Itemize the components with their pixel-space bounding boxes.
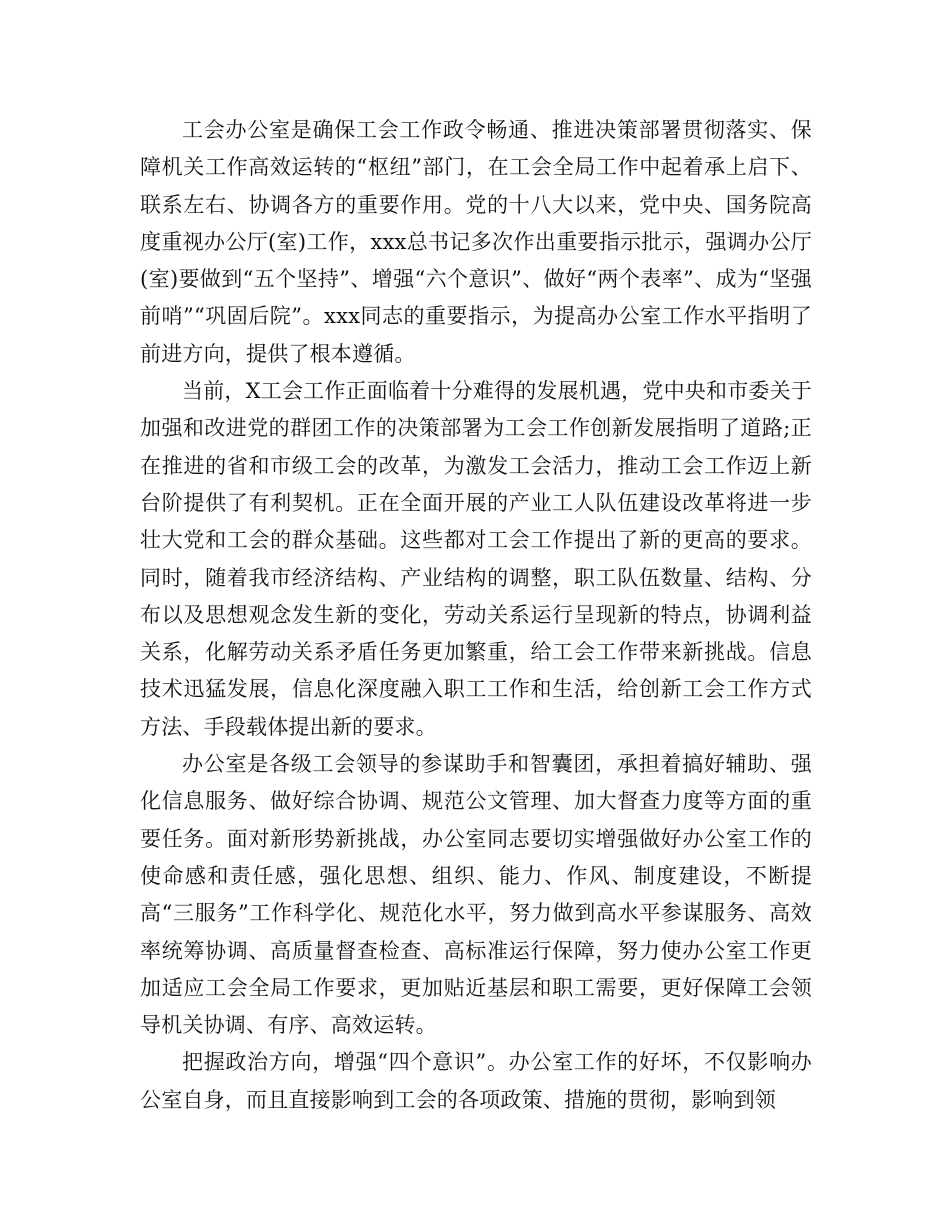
paragraph-3: 办公室是各级工会领导的参谋助手和智囊团，承担着搞好辅助、强化信息服务、做好综合协调、规范公文管理、加大督查力度等方面的重要任务。面对新形势新挑战，办公室同志要切实增强做好办公室工作的使命感和责任感，强化思想、组织、能力、作风、制度建设，不断提高“三服务”工作科学化、规范化水平，努力做到高水平参谋服务、高效率统筹协调、高质量督查检查、高标准运行保障，努力使办公室工作更加适应工会全局工作要求，更加贴近基层和职工需要，更好保障工会领导机关协调、有序、高效运转。 [140,752,812,1038]
paragraph-4: 把握政治方向，增强“四个意识”。办公室工作的好坏，不仅影响办公室自身，而且直接影响到工会的各项政策、措施的贯彻，影响到领 [140,1050,812,1112]
paragraph-1: 工会办公室是确保工会工作政令畅通、推进决策部署贯彻落实、保障机关工作高效运转的“枢纽”部门，在工会全局工作中起着承上启下、联系左右、协调各方的重要作用。党的十八大以来，党中央、国务院高度重视办公厅(室)工作，xxx总书记多次作出重要指示批示，强调办公厅(室)要做到“五个坚持”、增强“六个意识”、做好“两个表率”、成为“坚强前哨”“巩固后院”。xxx同志的重要指示，为提高办公室工作水平指明了前进方向，提供了根本遵循。 [140,118,812,366]
document-body [140,112,812,1119]
paragraph-2: 当前，X工会工作正面临着十分难得的发展机遇，党中央和市委关于加强和改进党的群团工作的决策部署为工会工作创新发展指明了道路;正在推进的省和市级工会的改革，为激发工会活力，推动工会工作迈上新台阶提供了有利契机。正在全面开展的产业工人队伍建设改革将进一步壮大党和工会的群众基础。这些都对工会工作提出了新的更高的要求。同时，随着我市经济结构、产业结构的调整，职工队伍数量、结构、分布以及思想观念发生新的变化，劳动关系运行呈现新的特点，协调利益关系，化解劳动关系矛盾任务更加繁重，给工会工作带来新挑战。信息技术迅猛发展，信息化深度融入职工工作和生活，给创新工会工作方式方法、手段载体提出新的要求。 [140,379,812,739]
